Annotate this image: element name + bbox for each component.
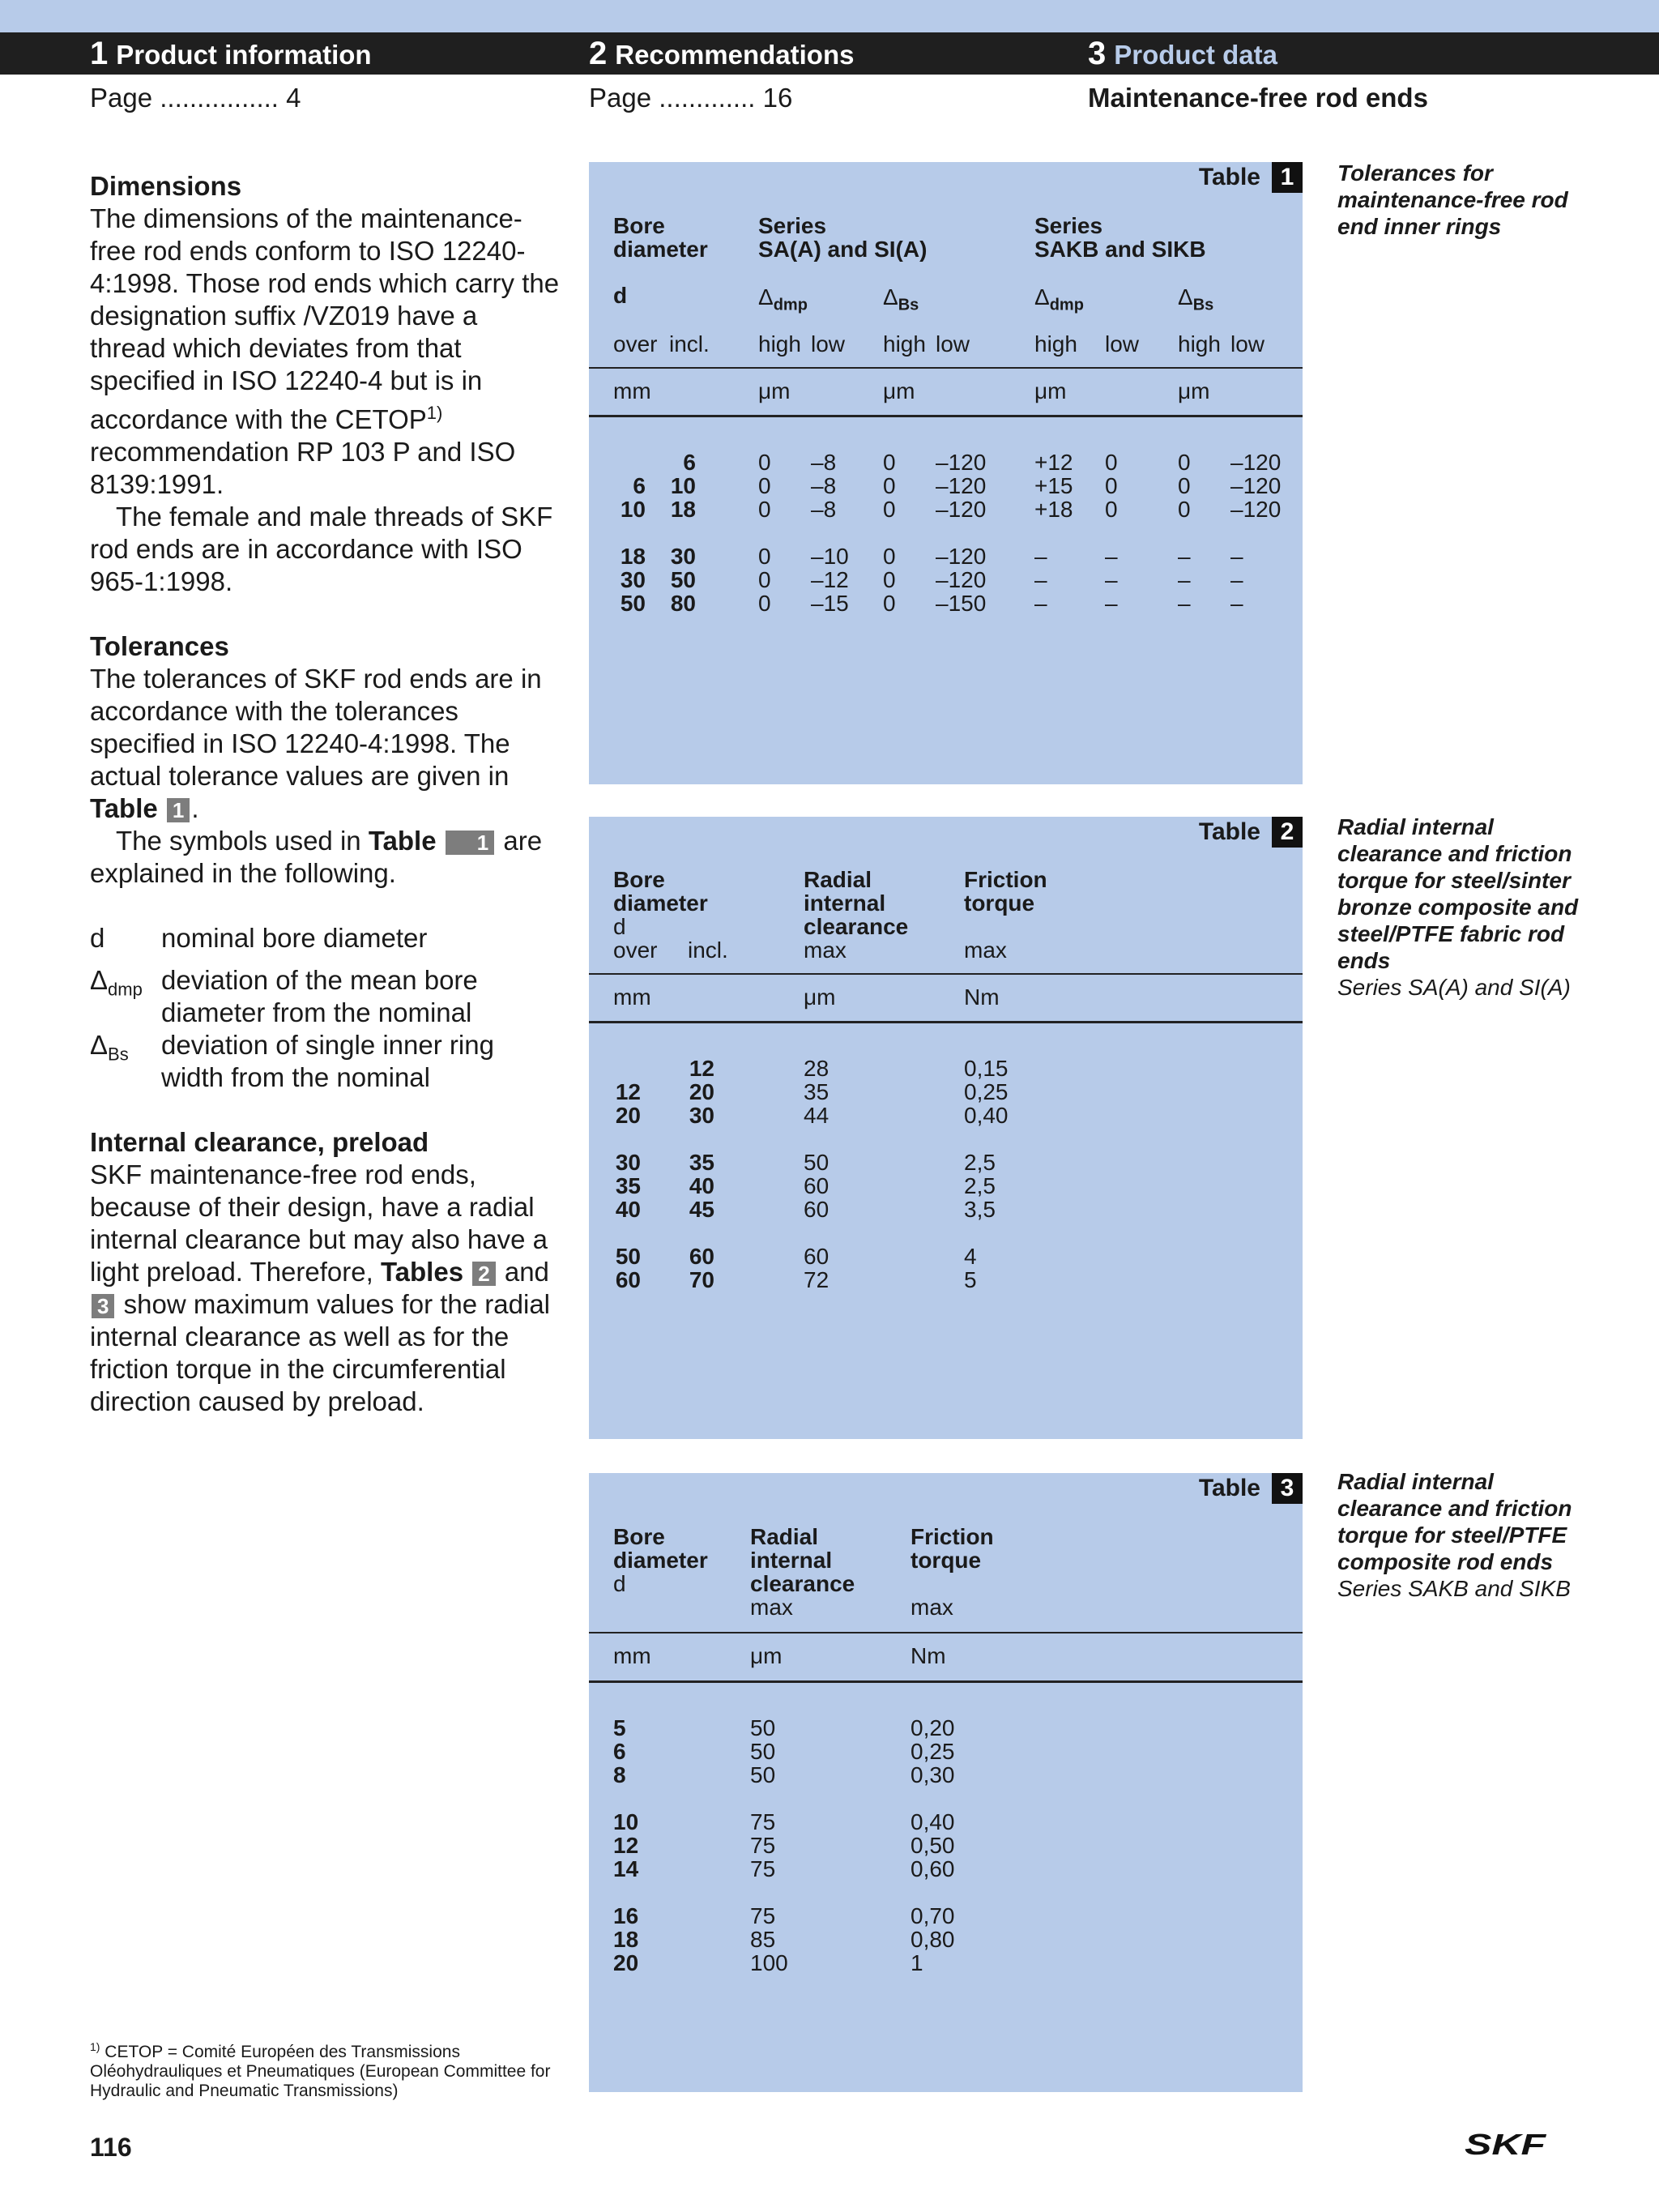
table-cell: 18 <box>613 1927 639 1952</box>
table-cell: 0,25 <box>911 1739 955 1764</box>
table-cell: 6 <box>683 450 696 475</box>
table-cell: 18 <box>670 497 696 522</box>
table-cell: – <box>1105 591 1118 616</box>
table-cell: 0,40 <box>964 1103 1009 1128</box>
dimensions-paragraph: The dimensions of the maintenance-free rod ends conform to ISO 12240-4:1998. Those rod ends which carry the designation suffix /VZ019 have a thread which deviates from that specified in ISO 12240-4 but is in accordance with the CETOP$^{1)}$ recommendation RP 103 P and ISO 8139:1991. <box>90 203 560 499</box>
table-cell: 0 <box>758 473 771 498</box>
table-2: Table 2 Bore diameter d over incl. Radial internal clearance max Friction torque max mm μm Nm 12 28 0,15 12 20 35 0,25 20 30 44 0,40 30 35 50 2,5 35 40 60 2,5 40 45 60 3,5 50 60 60 4 60 70 72 5 <box>589 817 1303 1439</box>
table-cell: –120 <box>1230 497 1282 522</box>
table-cell: 5 <box>964 1267 977 1292</box>
table-cell: 0 <box>883 473 896 498</box>
skf-logo <box>1465 2129 1549 2159</box>
table-cell: – <box>1178 567 1191 592</box>
top-color-band <box>0 0 1659 32</box>
table-cell: 0 <box>883 544 896 569</box>
table-cell: 60 <box>804 1244 830 1269</box>
symbols-intro: The symbols used in Table 1 are explained in the following. <box>90 826 543 888</box>
table-cell: 0 <box>883 591 896 616</box>
table-cell: 50 <box>804 1150 830 1175</box>
symbol-row: $\Delta_{Bs}$ deviation of single inner ring width from the nominal <box>90 1029 494 1092</box>
table-cell: –120 <box>936 567 987 592</box>
table-cell: 0 <box>758 544 771 569</box>
section-tab-recommendations[interactable] <box>589 36 854 72</box>
table-cell: 0,15 <box>964 1056 1009 1081</box>
table-cell: 50 <box>670 567 696 592</box>
table-cell: 0 <box>758 497 771 522</box>
table-cell: –120 <box>936 544 987 569</box>
table-cell: 50 <box>750 1739 776 1764</box>
table-cell: 1 <box>911 1950 923 1975</box>
table-cell: –150 <box>936 591 987 616</box>
table-cell: 0,70 <box>911 1903 955 1928</box>
table-cell: 28 <box>804 1056 830 1081</box>
table-cell: 80 <box>670 591 696 616</box>
table-ref-badge[interactable]: 1 <box>167 798 190 822</box>
table-ref-badge[interactable]: 1 <box>446 831 494 855</box>
section-tab-product-data[interactable] <box>1088 36 1277 72</box>
page-ref-product-information: Page ................ 4 <box>90 83 301 113</box>
table-cell: 6 <box>633 473 646 498</box>
table-cell: – <box>1034 544 1047 569</box>
table-cell: 2,5 <box>964 1173 996 1198</box>
table-cell: –15 <box>811 591 849 616</box>
table-label: Table 3 <box>1199 1473 1303 1504</box>
table-cell: –8 <box>811 450 837 475</box>
table-cell: 18 <box>620 544 646 569</box>
table-cell: 35 <box>689 1150 714 1175</box>
table-cell: 75 <box>750 1903 776 1928</box>
symbol-definitions <box>90 922 560 1094</box>
table-cell: – <box>1230 567 1243 592</box>
table-cell: 10 <box>613 1809 639 1834</box>
table-cell: 72 <box>804 1267 830 1292</box>
table-cell: –8 <box>811 497 837 522</box>
table-2-caption: Radial internal clearance and friction torque for steel/sinter bronze composite and steel/PTFE fabric rod ends Series SA(A) and SI(A) <box>1337 814 1579 1000</box>
table-cell: 16 <box>613 1903 639 1928</box>
table-cell: 0,50 <box>911 1833 955 1858</box>
table-cell: 0,60 <box>911 1856 955 1881</box>
table-cell: 0 <box>1178 497 1191 522</box>
table-cell: –120 <box>936 450 987 475</box>
section-number: 1 <box>90 36 109 71</box>
table-cell: 50 <box>750 1762 776 1787</box>
clearance-heading: Internal clearance, preload <box>90 1126 429 1157</box>
table-cell: 75 <box>750 1809 776 1834</box>
table-cell: 12 <box>613 1833 639 1858</box>
table-1: Table 1 Bore diameter Series SA(A) and SI(A) Series SAKB and SIKB d $\Delta_{dmp}$ $\Delta_{Bs}$ $\Delta_{dmp}$ $\Delta_{Bs}$ over incl. high low high low high low high low mm μm μm μm μm 6 0 –8 0 –120 +12 0 0 –120 6 10 0 –8 0 –120 +15 0 0 –120 10 18 0 –8 0 –120 +18 0 0 –120 18 30 0 –10 0 –120 – – – – 30 50 0 –12 0 –120 – – – – 50 80 0 –15 0 –150 – – – – <box>589 162 1303 784</box>
clearance-paragraph: SKF maintenance-free rod ends, because of their design, have a radial internal clearance but may also have a light preload. Therefore, Tables 2 and 3 show maximum values for the radial internal clearance as well as for the friction torque in the circumferential direction caused by preload. <box>90 1159 551 1416</box>
table-cell: 0 <box>758 450 771 475</box>
table-cell: 0 <box>758 567 771 592</box>
table-label: Table 2 <box>1199 817 1303 848</box>
table-label: Table 1 <box>1199 162 1303 193</box>
table-cell: –120 <box>1230 473 1282 498</box>
table-cell: 30 <box>620 567 646 592</box>
table-cell: –120 <box>936 473 987 498</box>
table-cell: 35 <box>804 1079 830 1104</box>
table-cell: 0 <box>1105 497 1118 522</box>
svg-text:SKF: SKF <box>1465 2129 1547 2159</box>
table-cell: 8 <box>613 1762 626 1787</box>
table-cell: 0 <box>1178 450 1191 475</box>
section-title: Product data <box>1114 40 1277 70</box>
section-title: Product information <box>116 40 372 70</box>
table-cell: 12 <box>689 1056 714 1081</box>
table-cell: –8 <box>811 473 837 498</box>
table-cell: –12 <box>811 567 849 592</box>
tolerances-heading: Tolerances <box>90 631 229 661</box>
table-cell: 40 <box>689 1173 714 1198</box>
table-cell: 44 <box>804 1103 830 1128</box>
table-cell: –120 <box>936 497 987 522</box>
table-cell: – <box>1230 544 1243 569</box>
body-text-column <box>90 170 560 1418</box>
table-cell: – <box>1034 567 1047 592</box>
threads-paragraph: The female and male threads of SKF rod ends are in accordance with ISO 965-1:1998. <box>90 502 553 596</box>
table-cell: 20 <box>613 1950 639 1975</box>
table-cell: 0 <box>883 497 896 522</box>
table-cell: 2,5 <box>964 1150 996 1175</box>
table-cell: 60 <box>804 1197 830 1222</box>
page-ref-recommendations: Page ............. 16 <box>589 83 793 113</box>
table-cell: – <box>1178 591 1191 616</box>
table-cell: 30 <box>615 1150 641 1175</box>
table-cell: +12 <box>1034 450 1073 475</box>
table-cell: – <box>1230 591 1243 616</box>
table-cell: 0 <box>883 567 896 592</box>
table-cell: 5 <box>613 1715 626 1740</box>
section-tab-product-information[interactable] <box>90 36 372 72</box>
table-1-caption: Tolerances for maintenance-free rod end inner rings <box>1337 160 1568 239</box>
table-3-caption: Radial internal clearance and friction torque for steel/PTFE composite rod ends Series SAKB and SIKB <box>1337 1469 1572 1601</box>
section-number: 2 <box>589 36 608 71</box>
table-cell: 50 <box>615 1244 641 1269</box>
table-cell: 0 <box>1105 450 1118 475</box>
table-cell: – <box>1034 591 1047 616</box>
section-title: Recommendations <box>615 40 855 70</box>
table-cell: 50 <box>620 591 646 616</box>
table-cell: 20 <box>615 1103 641 1128</box>
table-cell: 85 <box>750 1927 776 1952</box>
table-cell: 75 <box>750 1856 776 1881</box>
symbol-row: $\Delta_{dmp}$ deviation of the mean bore diameter from the nominal <box>90 964 478 1027</box>
table-cell: 0 <box>883 450 896 475</box>
table-cell: 30 <box>689 1103 714 1128</box>
table-cell: 45 <box>689 1197 714 1222</box>
table-ref-badge[interactable]: 2 <box>472 1262 495 1286</box>
table-cell: 0 <box>1178 473 1191 498</box>
table-cell: 0,80 <box>911 1927 955 1952</box>
table-cell: 12 <box>615 1079 641 1104</box>
page-number: 116 <box>90 2133 132 2162</box>
symbol-row: d nominal bore diameter <box>90 923 428 953</box>
table-cell: +15 <box>1034 473 1073 498</box>
table-cell: 10 <box>620 497 646 522</box>
table-cell: 70 <box>689 1267 714 1292</box>
table-cell: 0 <box>1105 473 1118 498</box>
table-cell: 60 <box>615 1267 641 1292</box>
table-cell: 14 <box>613 1856 639 1881</box>
table-cell: – <box>1105 567 1118 592</box>
table-cell: 60 <box>804 1173 830 1198</box>
table-cell: 0,30 <box>911 1762 955 1787</box>
table-cell: 20 <box>689 1079 714 1104</box>
table-cell: +18 <box>1034 497 1073 522</box>
table-cell: –120 <box>1230 450 1282 475</box>
table-cell: 40 <box>615 1197 641 1222</box>
table-cell: 30 <box>670 544 696 569</box>
table-cell: 10 <box>670 473 696 498</box>
table-cell: 60 <box>689 1244 714 1269</box>
table-cell: 35 <box>615 1173 641 1198</box>
tolerances-paragraph: The tolerances of SKF rod ends are in accordance with the tolerances specified in ISO 12240-4:1998. The actual tolerance values are given in Table 1 . <box>90 664 542 823</box>
table-cell: 0 <box>758 591 771 616</box>
table-cell: 75 <box>750 1833 776 1858</box>
table-cell: 0,40 <box>911 1809 955 1834</box>
table-ref-badge[interactable]: 3 <box>92 1294 114 1318</box>
table-3: Table 3 Bore diameter d Radial internal clearance max Friction torque max mm μm Nm 5 50 0,20 6 50 0,25 8 50 0,30 10 75 0,40 12 75 0,50 14 75 0,60 16 75 0,70 18 85 0,80 20 100 1 <box>589 1473 1303 2092</box>
table-cell: – <box>1178 544 1191 569</box>
table-cell: – <box>1105 544 1118 569</box>
table-cell: 6 <box>613 1739 626 1764</box>
table-cell: 0,20 <box>911 1715 955 1740</box>
section-number: 3 <box>1088 36 1107 71</box>
table-cell: –10 <box>811 544 849 569</box>
table-cell: 0,25 <box>964 1079 1009 1104</box>
table-cell: 3,5 <box>964 1197 996 1222</box>
page-subtitle: Maintenance-free rod ends <box>1088 83 1428 113</box>
table-cell: 4 <box>964 1244 977 1269</box>
dimensions-heading: Dimensions <box>90 171 242 201</box>
table-cell: 50 <box>750 1715 776 1740</box>
footnote: $^{1)}$ CETOP = Comité Européen des Transmissions Oléohydrauliques et Pneumatiques (European Committee for Hydraulic and Pneumatic Transmissions) <box>90 2040 551 2100</box>
table-cell: 100 <box>750 1950 788 1975</box>
